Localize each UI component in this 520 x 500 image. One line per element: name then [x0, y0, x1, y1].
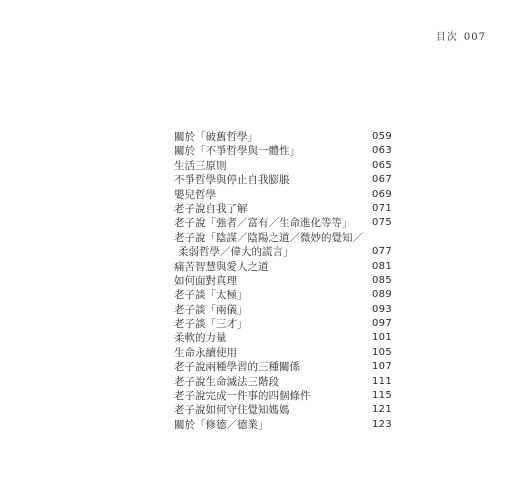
toc-entry — [174, 288, 392, 302]
toc-entry-page: 081 — [372, 260, 392, 272]
toc-entry-page: 077 — [372, 246, 392, 258]
toc-entry-title: 老子說自我了解 — [174, 202, 248, 215]
toc-entry-title: 老子談「兩儀」 — [174, 303, 248, 316]
toc-entry-page: 123 — [372, 418, 392, 430]
toc-entry — [174, 360, 392, 374]
toc-entry-page: 065 — [372, 159, 392, 171]
toc-entry — [174, 403, 392, 417]
running-header — [436, 28, 486, 43]
toc-entry — [174, 260, 392, 274]
toc-entry — [174, 418, 392, 432]
toc-entry-page: 105 — [372, 346, 392, 358]
toc-entry — [174, 317, 392, 331]
toc-entry — [174, 389, 392, 403]
table-of-contents — [174, 130, 392, 432]
toc-entry-title: 不爭哲學與停止自我膨脹 — [174, 174, 290, 187]
toc-entry — [174, 331, 392, 345]
toc-entry — [174, 375, 392, 389]
toc-entry-title: 柔弱哲學／偉大的謊言」 — [178, 246, 294, 259]
toc-entry-page: 089 — [372, 289, 392, 301]
toc-entry-title: 如何面對真理 — [174, 274, 237, 287]
toc-entry — [174, 202, 392, 216]
toc-entry-title: 老子說完成一件事的四個條件 — [174, 390, 311, 403]
toc-entry-title: 老子說兩種學習的三種關係 — [174, 361, 300, 374]
toc-entry-title: 關於「不爭哲學與一體性」 — [174, 145, 300, 158]
toc-entry-page: 067 — [372, 174, 392, 186]
toc-entry — [174, 303, 392, 317]
toc-entry-page: 059 — [372, 131, 392, 142]
toc-entry-page: 115 — [372, 390, 392, 402]
toc-entry-title: 老子說「強者／富有／生命進化等等」 — [174, 217, 353, 230]
toc-entry — [174, 231, 392, 245]
toc-entry-page: 085 — [372, 274, 392, 286]
toc-entry-page: 107 — [372, 361, 392, 373]
toc-entry — [174, 274, 392, 288]
toc-entry-title: 老子談「三才」 — [174, 318, 248, 331]
toc-entry-page: 093 — [372, 303, 392, 315]
toc-entry-title: 生活三原則 — [174, 159, 227, 172]
toc-entry-continuation — [174, 245, 392, 259]
toc-entry — [174, 159, 392, 173]
toc-entry — [174, 173, 392, 187]
toc-entry-title: 老子說生命滅法三階段 — [174, 375, 279, 388]
toc-entry — [174, 130, 392, 144]
toc-entry-title: 老子談「太極」 — [174, 289, 248, 302]
section-label: 目次 — [435, 32, 458, 43]
toc-entry-page: 071 — [372, 202, 392, 214]
toc-entry-title: 關於「修德／德業」 — [174, 418, 269, 431]
toc-entry-title: 生命永續使用 — [174, 346, 237, 359]
toc-entry — [174, 216, 392, 230]
toc-entry-page: 063 — [372, 145, 392, 157]
toc-entry-page: 075 — [372, 217, 392, 229]
toc-entry-page: 101 — [372, 332, 392, 344]
toc-entry — [174, 144, 392, 158]
toc-entry-page: 069 — [372, 188, 392, 200]
toc-entry — [174, 346, 392, 360]
toc-entry-page: 121 — [372, 404, 392, 416]
toc-entry — [174, 188, 392, 202]
toc-entry-title: 老子說「陰謀／陰陽之道／微妙的覺知／ — [174, 231, 363, 244]
toc-entry-title: 柔軟的力量 — [174, 332, 227, 345]
toc-entry-page: 097 — [372, 318, 392, 330]
toc-entry-title: 老子說如何守住覺知媽媽 — [174, 404, 290, 417]
toc-entry-title: 痛苦智慧與愛人之道 — [174, 260, 269, 273]
header-page-number: 007 — [463, 32, 486, 43]
toc-entry-page: 111 — [372, 375, 392, 387]
toc-entry-title: 關於「破舊哲學」 — [174, 131, 258, 143]
toc-entry-title: 嬰兒哲學 — [174, 188, 216, 201]
